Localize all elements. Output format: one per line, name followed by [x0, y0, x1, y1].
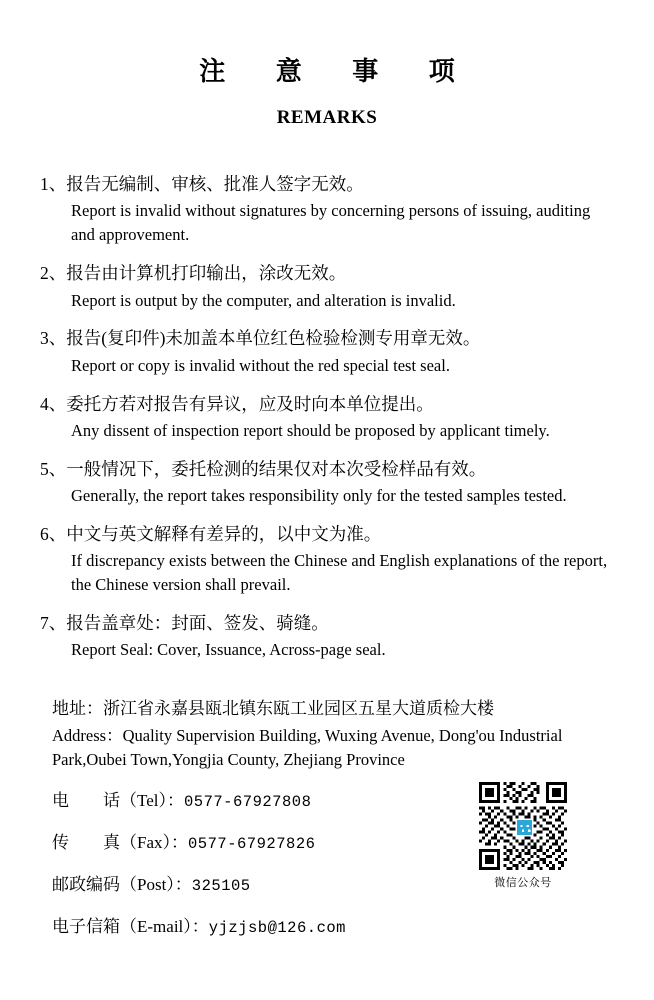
page-title-en: REMARKS [276, 107, 378, 129]
remark-text-en: Report is output by the computer, and alteration is invalid. [71, 290, 456, 310]
post-label: 邮政编码（Post）： [52, 874, 192, 894]
remark-text-cn: 7、报告盖章处：封面、签发、骑缝。 [40, 613, 329, 634]
remark-item [40, 610, 616, 662]
page-title-cn: 注 意 事 项 [199, 57, 477, 86]
remark-item [40, 456, 616, 508]
remark-item [40, 391, 616, 443]
qr-caption: 微信公众号 [494, 877, 552, 890]
remark-item [40, 325, 616, 377]
post-value: 325105 [191, 876, 251, 895]
qr-code-svg [479, 782, 567, 870]
tel-label: 电 话（Tel）： [52, 791, 184, 811]
remark-item [40, 260, 616, 312]
fax-label: 传 真（Fax）： [52, 833, 188, 853]
address-en: Address：Quality Supervision Building, Wuxing Avenue, Dong'ou Industrial Park,Oubei Town,Yongjia County, Zhejiang Province [52, 725, 563, 770]
remark-text-en: Report Seal: Cover, Issuance, Across-page seal. [71, 640, 386, 660]
remark-text-cn: 6、中文与英文解释有差异的，以中文为准。 [40, 523, 382, 544]
remarks-list [38, 171, 616, 662]
remark-text-en: Report is invalid without signatures by concerning persons of issuing, auditing and approvement. [71, 201, 591, 245]
remark-item [40, 521, 616, 597]
email-label: 电子信箱（E-mail）： [52, 916, 209, 936]
remark-text-cn: 2、报告由计算机打印输出，涂改无效。 [40, 263, 347, 284]
remark-text-cn: 5、一般情况下，委托检测的结果仅对本次受检样品有效。 [40, 458, 487, 479]
fax-value: 0577-67927826 [188, 835, 316, 854]
remark-text-en: If discrepancy exists between the Chinese and English explanations of the report, the Chinese version shall prevail. [71, 551, 608, 595]
address-cn: 地址：浙江省永嘉县瓯北镇东瓯工业园区五星大道质检大楼 [52, 699, 494, 719]
remark-text-cn: 1、报告无编制、审核、批准人签字无效。 [40, 174, 364, 195]
contact-block [38, 696, 616, 940]
qr-code-icon [479, 782, 567, 870]
contact-row-email [52, 913, 616, 941]
remark-text-cn: 4、委托方若对报告有异议，应及时向本单位提出。 [40, 393, 434, 414]
remark-text-cn: 3、报告(复印件)未加盖本单位红色检验检测专用章无效。 [40, 328, 481, 349]
remark-text-en: Generally, the report takes responsibility only for the tested samples tested. [71, 486, 567, 506]
remark-item [40, 171, 616, 247]
remark-text-en: Report or copy is invalid without the red special test seal. [71, 355, 450, 375]
email-value: yjzjsb@126.com [208, 918, 346, 937]
tel-value: 0577-67927808 [183, 793, 312, 812]
wechat-qr-block [476, 782, 570, 890]
remark-text-en: Any dissent of inspection report should be proposed by applicant timely. [71, 420, 550, 440]
